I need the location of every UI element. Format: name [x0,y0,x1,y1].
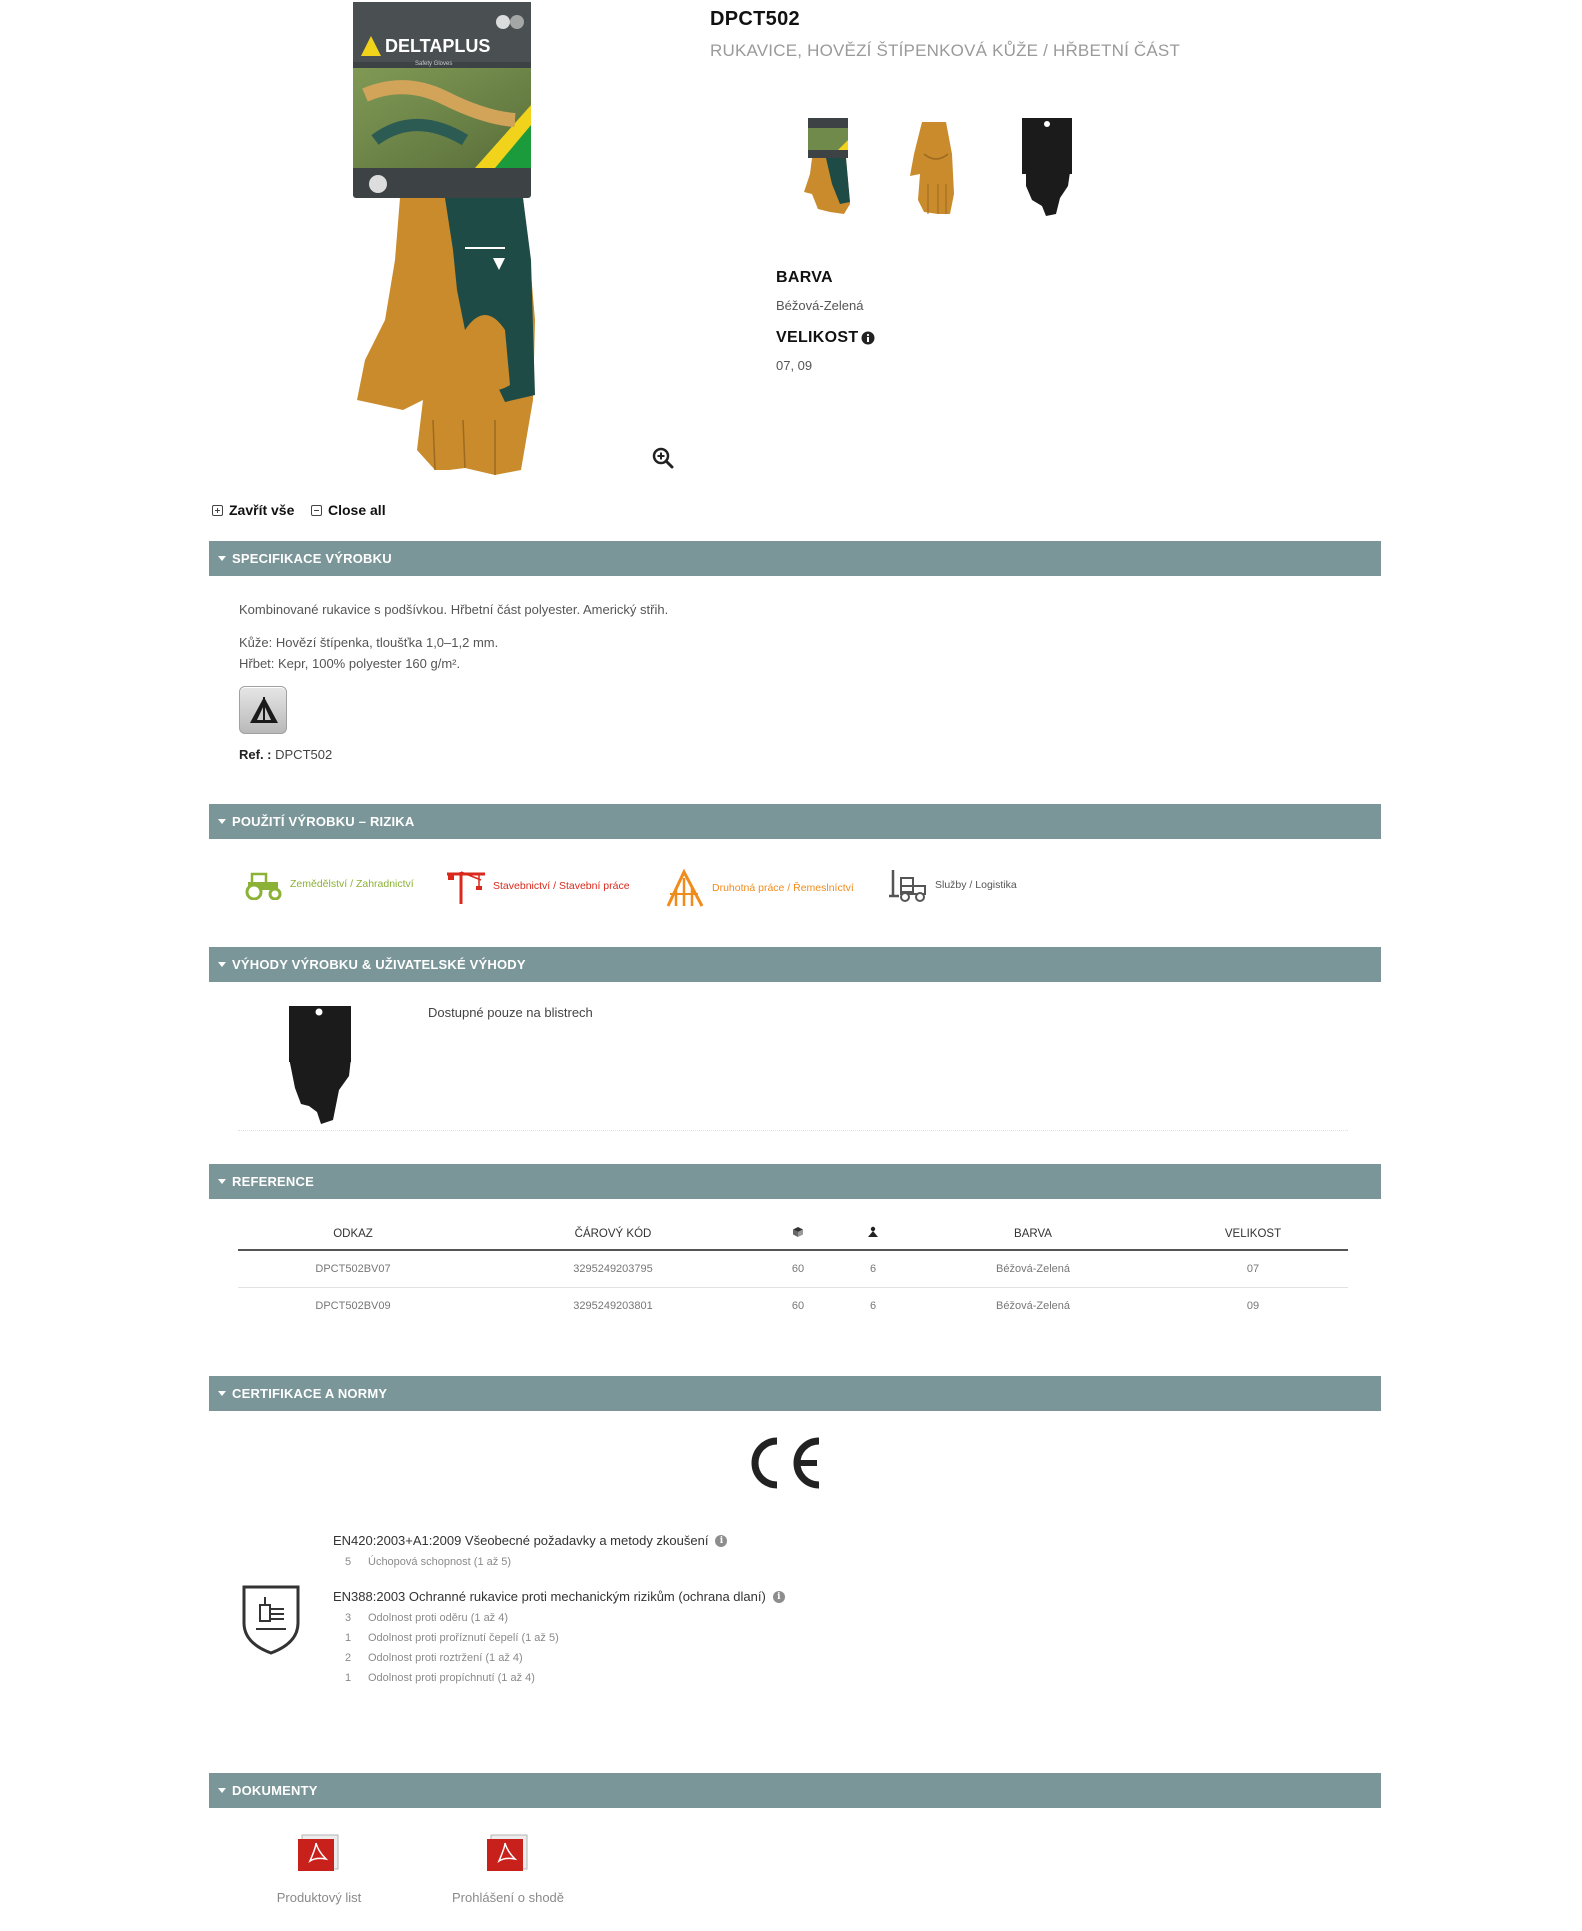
norm-title-en388 [333,1589,785,1604]
product-code: DPCT502 [710,8,800,30]
table-row [238,1287,1348,1324]
reference-table [238,1218,1348,1324]
cell-person: 6 [838,1250,908,1287]
color-value: Béžová-Zelená [776,298,864,313]
cell-odkaz: DPCT502BV07 [238,1250,468,1287]
section-header-pouziti[interactable] [209,804,1381,839]
norm-line: 3 Odolnost proti oděru (1 až 4) [345,1612,509,1624]
col-header-velikost: VELIKOST [1158,1218,1348,1250]
product-main-image[interactable] [345,0,665,485]
usage-construction[interactable] [445,868,630,904]
blister-glove-image [283,1002,355,1124]
table-header-row [238,1218,1348,1250]
spec-back: Hřbet: Kepr, 100% polyester 160 g/m². [239,656,461,671]
spec-leather: Kůže: Hovězí štípenka, tloušťka 1,0–1,2 mm. [239,635,499,650]
thumbnail-packaging[interactable] [800,114,870,218]
expand-all-label: Zavřít vše [229,502,295,518]
usage-logistics[interactable] [887,868,1017,902]
usage-label: Druhotná práce / Řemeslníctví [712,882,854,894]
divider [238,1130,1348,1131]
table-row [238,1250,1348,1287]
close-all-label: Close all [328,502,386,518]
size-label: VELIKOST [776,329,859,346]
thumbnail-blister[interactable] [1012,114,1082,218]
expand-all-toggle[interactable] [212,502,294,518]
usage-craft[interactable] [664,868,854,908]
cell-barcode: 3295249203795 [468,1250,758,1287]
usage-label: Stavebnictví / Stavební práce [493,880,630,892]
norm-title-text: EN388:2003 Ochranné rukavice proti mechanickým rizikům (ochrana dlaní) [333,1589,766,1604]
mechanical-risk-shield-icon [240,1583,302,1655]
section-header-dokumenty[interactable] [209,1773,1381,1808]
color-label: BARVA [776,269,833,286]
cell-odkaz: DPCT502BV09 [315,1299,391,1312]
norm-line: 1 Odolnost proti proříznutí čepelí (1 až 5) [345,1632,559,1644]
section-header-certifikace[interactable] [209,1376,1381,1411]
zoom-icon[interactable] [652,447,674,469]
section-title: SPECIFIKACE VÝROBKU [232,551,392,566]
norm-title-text: EN420:2003+A1:2009 Všeobecné požadavky a metody zkoušení [333,1533,709,1548]
section-title: POUŽITÍ VÝROBKU – RIZIKA [232,814,415,829]
norm-line: 1 Odolnost proti propíchnutí (1 až 4) [345,1672,535,1684]
norm-line: 2 Odolnost proti roztržení (1 až 4) [345,1652,523,1664]
ref-label: Ref. : [239,747,272,762]
document-product-sheet[interactable] [254,1833,384,1905]
col-header-box [758,1218,838,1250]
caret-down-icon [218,1788,226,1793]
tractor-icon [242,868,284,900]
cell-box: 60 [758,1250,838,1287]
caret-down-icon [218,1391,226,1396]
section-header-vyhody[interactable] [209,947,1381,982]
col-header-barcode: ČÁROVÝ KÓD [468,1218,758,1250]
norm-line: 5 Úchopová schopnost (1 až 5) [345,1556,512,1568]
forklift-icon [887,868,929,902]
usage-label: Služby / Logistika [935,879,1017,891]
ref-value: DPCT502 [275,747,333,762]
document-label: Prohlášení o shodě [451,1890,565,1905]
caret-down-icon [218,962,226,967]
pdf-icon [485,1833,531,1873]
thumbnail-palm[interactable] [902,114,972,218]
col-header-odkaz: ODKAZ [238,1218,468,1250]
document-label: Produktový list [276,1890,362,1905]
spec-reference [239,747,332,762]
usage-label: Zemědělství / Zahradnictví [290,878,414,890]
minus-icon [311,505,322,516]
caret-down-icon [218,1179,226,1184]
house-frame-icon [664,868,706,908]
size-value: 07, 09 [776,358,813,373]
col-header-barva: BARVA [908,1218,1158,1250]
section-title: CERTIFIKACE A NORMY [232,1386,388,1401]
plus-icon [212,505,223,516]
packaging-brand: DELTAPLUS [385,36,491,56]
cell-box: 60 [791,1299,805,1312]
box-icon [792,1226,804,1238]
info-icon[interactable]: i [773,1591,785,1603]
caret-down-icon [218,819,226,824]
spec-description: Kombinované rukavice s podšívkou. Hřbetní část polyester. Americký střih. [239,602,669,617]
usage-agriculture[interactable] [242,868,414,900]
section-header-reference[interactable] [209,1164,1381,1199]
pdf-icon [296,1833,342,1873]
section-header-specifikace[interactable] [209,541,1381,576]
ce-mark-icon [747,1435,823,1491]
section-title: DOKUMENTY [232,1783,318,1798]
caret-down-icon [218,556,226,561]
packaging-tagline: Safety Gloves [415,61,453,67]
section-title: REFERENCE [232,1174,314,1189]
deltaplus-logo-icon [239,686,287,734]
col-header-person [838,1218,908,1250]
cell-velikost: 09 [1246,1299,1260,1312]
close-all-toggle[interactable] [311,502,386,518]
cell-velikost: 07 [1158,1250,1348,1287]
product-subtitle: RUKAVICE, HOVĚZÍ ŠTÍPENKOVÁ KŮŽE / HŘBETNÍ ČÁST [710,41,1181,60]
document-declaration[interactable] [443,1833,573,1905]
benefit-text: Dostupné pouze na blistrech [428,1005,593,1020]
cell-barcode: 3295249203801 [573,1299,653,1312]
cell-person: 6 [869,1299,877,1312]
norm-title-en420 [333,1533,727,1548]
info-icon[interactable]: i [715,1535,727,1547]
cell-barva: Béžová-Zelená [996,1299,1070,1312]
section-title: VÝHODY VÝROBKU & UŽIVATELSKÉ VÝHODY [232,957,526,972]
person-icon [867,1226,879,1238]
cell-barva: Béžová-Zelená [908,1250,1158,1287]
crane-icon [445,868,487,904]
info-icon[interactable] [861,331,875,345]
